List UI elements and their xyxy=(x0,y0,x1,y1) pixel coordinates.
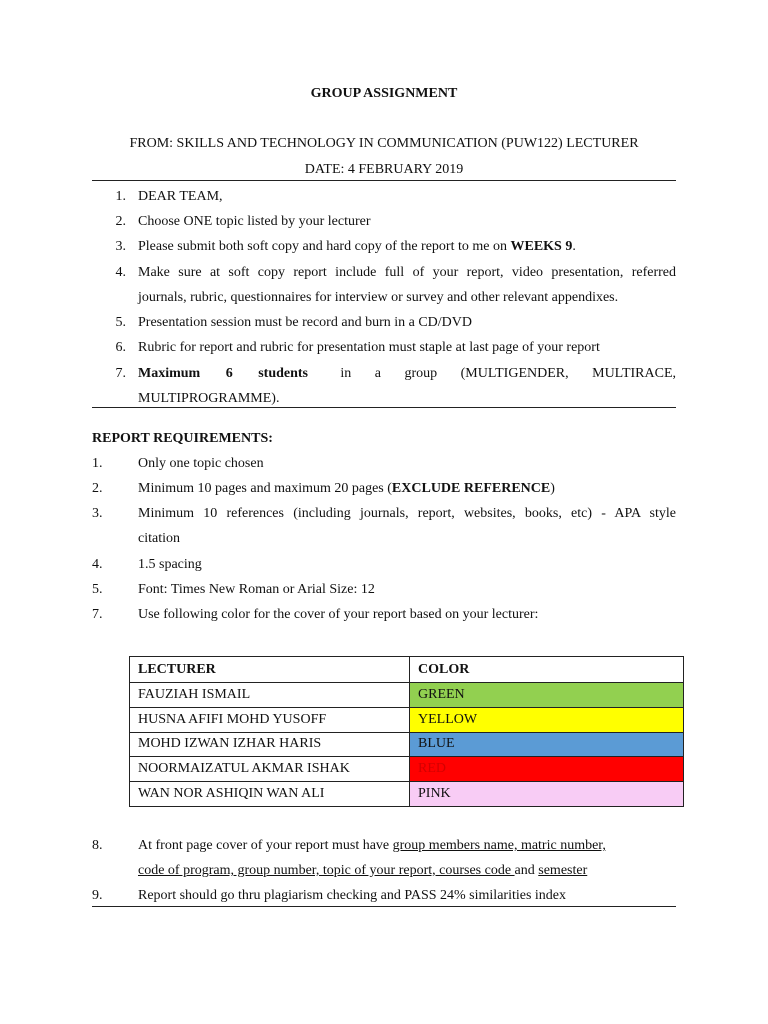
list-item: Use following color for the cover of your report based on your lecturer: xyxy=(138,607,539,622)
list-item-number: 9. xyxy=(92,888,103,903)
list-item: Only one topic chosen xyxy=(138,456,264,471)
list-item-number: 1. xyxy=(92,456,103,471)
date-line: DATE: 4 FEBRUARY 2019 xyxy=(304,162,464,177)
list-item: Rubric for report and rubric for presentation must staple at last page of your report xyxy=(138,340,600,355)
list-item-continuation: MULTIPROGRAMME). xyxy=(138,391,280,406)
section-heading: REPORT REQUIREMENTS: xyxy=(92,431,273,446)
list-item-continuation: code of program, group number, topic of your report, courses code and semester xyxy=(138,863,588,878)
list-item-continuation: journals, rubric, questionnaires for interview or survey and other relevant appendixes. xyxy=(138,290,619,305)
table-header-row xyxy=(130,657,684,683)
list-item-continuation: citation xyxy=(138,531,180,546)
list-item: Minimum 10 references (including journals, report, websites, books, etc) - APA style xyxy=(138,506,676,521)
color-cell: RED xyxy=(410,757,684,782)
lecturer-name-cell: HUSNA AFIFI MOHD YUSOFF xyxy=(130,707,410,732)
table-row xyxy=(130,683,684,708)
list-item-number: 6. xyxy=(115,340,126,355)
list-item: Font: Times New Roman or Arial Size: 12 xyxy=(138,582,375,597)
list-item: Please submit both soft copy and hard copy of the report to me on WEEKS 9. xyxy=(138,239,576,254)
list-item: At front page cover of your report must have group members name, matric number, xyxy=(138,838,606,853)
table-body xyxy=(130,683,684,807)
table-row xyxy=(130,782,684,807)
list-item: Presentation session must be record and burn in a CD/DVD xyxy=(138,315,472,330)
list-item-number: 4. xyxy=(115,265,126,280)
lecturer-name-cell: FAUZIAH ISMAIL xyxy=(130,683,410,708)
table-row xyxy=(130,757,684,782)
list-item: Choose ONE topic listed by your lecturer xyxy=(138,214,371,229)
list-item-number: 1. xyxy=(115,189,126,204)
list-item-number: 7. xyxy=(115,366,126,381)
list-item-number: 5. xyxy=(92,582,103,597)
color-cell: PINK xyxy=(410,782,684,807)
list-item-number: 8. xyxy=(92,838,103,853)
list-item-number: 7. xyxy=(92,607,103,622)
list-item: Make sure at soft copy report include full of your report, video presentation, referred xyxy=(138,265,676,280)
list-item: Report should go thru plagiarism checking and PASS 24% similarities index xyxy=(138,888,566,903)
divider-bottom xyxy=(92,906,676,907)
from-line: FROM: SKILLS AND TECHNOLOGY IN COMMUNICATION (PUW122) LECTURER xyxy=(129,136,639,151)
list-item-number: 3. xyxy=(92,506,103,521)
list-item: Minimum 10 pages and maximum 20 pages (EXCLUDE REFERENCE) xyxy=(138,481,555,496)
list-item-number: 5. xyxy=(115,315,126,330)
list-item-number: 3. xyxy=(115,239,126,254)
table-row xyxy=(130,707,684,732)
divider-top xyxy=(92,180,676,181)
lecturer-name-cell: WAN NOR ASHIQIN WAN ALI xyxy=(130,782,410,807)
divider-middle xyxy=(92,407,676,408)
list-item: Maximum 6 students in a group (MULTIGENDER, MULTIRACE, xyxy=(138,366,676,381)
color-cell: GREEN xyxy=(410,683,684,708)
lecturer-name-cell: MOHD IZWAN IZHAR HARIS xyxy=(130,732,410,757)
list-item-number: 2. xyxy=(115,214,126,229)
lecturer-color-table xyxy=(129,656,684,807)
list-item-number: 2. xyxy=(92,481,103,496)
color-cell: YELLOW xyxy=(410,707,684,732)
list-item: 1.5 spacing xyxy=(138,557,202,572)
table-row xyxy=(130,732,684,757)
list-item-number: 4. xyxy=(92,557,103,572)
page-title: GROUP ASSIGNMENT xyxy=(310,86,458,101)
color-cell: BLUE xyxy=(410,732,684,757)
table-header-color: COLOR xyxy=(410,657,684,683)
list-item: DEAR TEAM, xyxy=(138,189,223,204)
lecturer-name-cell: NOORMAIZATUL AKMAR ISHAK xyxy=(130,757,410,782)
table-header-lecturer: LECTURER xyxy=(130,657,410,683)
